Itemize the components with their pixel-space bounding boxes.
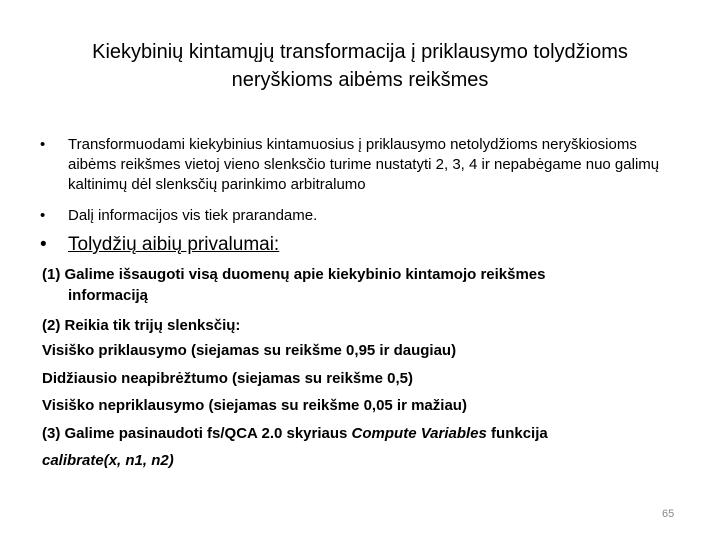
point-1-line-2: informaciją [68, 287, 149, 304]
point-3-suffix: funkcija [486, 425, 548, 442]
bullet-dot: • [40, 136, 46, 153]
point-3-function: calibrate(x, n1, n2) [42, 452, 174, 469]
point-3 [42, 424, 682, 444]
bullet-item [40, 206, 688, 226]
bullet-dot: • [40, 207, 46, 224]
bullet-text-underlined: Tolydžių aibių privalumai: [68, 234, 280, 255]
bullet-dot: • [40, 234, 47, 255]
bullet-item [40, 233, 688, 257]
point-2-full-non-membership: Visiško nepriklausymo (siejamas su reikšme 0,05 ir mažiau) [42, 397, 467, 414]
slide-title-line-2: neryškioms aibėms reikšmes [231, 69, 489, 91]
point-2-max-uncertainty: Didžiausio neapibrėžtumo (siejamas su reikšme 0,5) [42, 370, 413, 387]
point-3-prefix: (3) Galime pasinaudoti fs/QCA 2.0 skyriaus [42, 425, 352, 442]
slide-title-line-1: Kiekybinių kintamųjų transformacija į priklausymo tolydžioms [92, 41, 628, 63]
point-2-full-membership: Visiško priklausymo (siejamas su reikšme 0,95 ir daugiau) [42, 342, 457, 359]
point-3-line-2 [42, 451, 682, 471]
point-2: (2) Reikia tik trijų slenksčių: [42, 317, 241, 334]
slide-title [30, 38, 690, 94]
bullet-text: Transformuodami kiekybinius kintamuosius į priklausymo netolydžioms neryškiosioms aibėms reikšmes vietoj vieno slenksčio turime nustatyti 2, 3, 4 ir nepabėgame nuo galimų kaltinimų dėl slenksčių parinkimo arbitralumo [68, 136, 660, 193]
bullet-item [40, 135, 688, 195]
point-1-line-1: (1) Galime išsaugoti visą duomenų apie kiekybinio kintamojo reikšmes [42, 266, 546, 283]
bullet-text: Dalį informacijos vis tiek prarandame. [68, 207, 318, 224]
point-3-italic: Compute Variables [351, 425, 487, 442]
page-number: 65 [662, 508, 675, 520]
